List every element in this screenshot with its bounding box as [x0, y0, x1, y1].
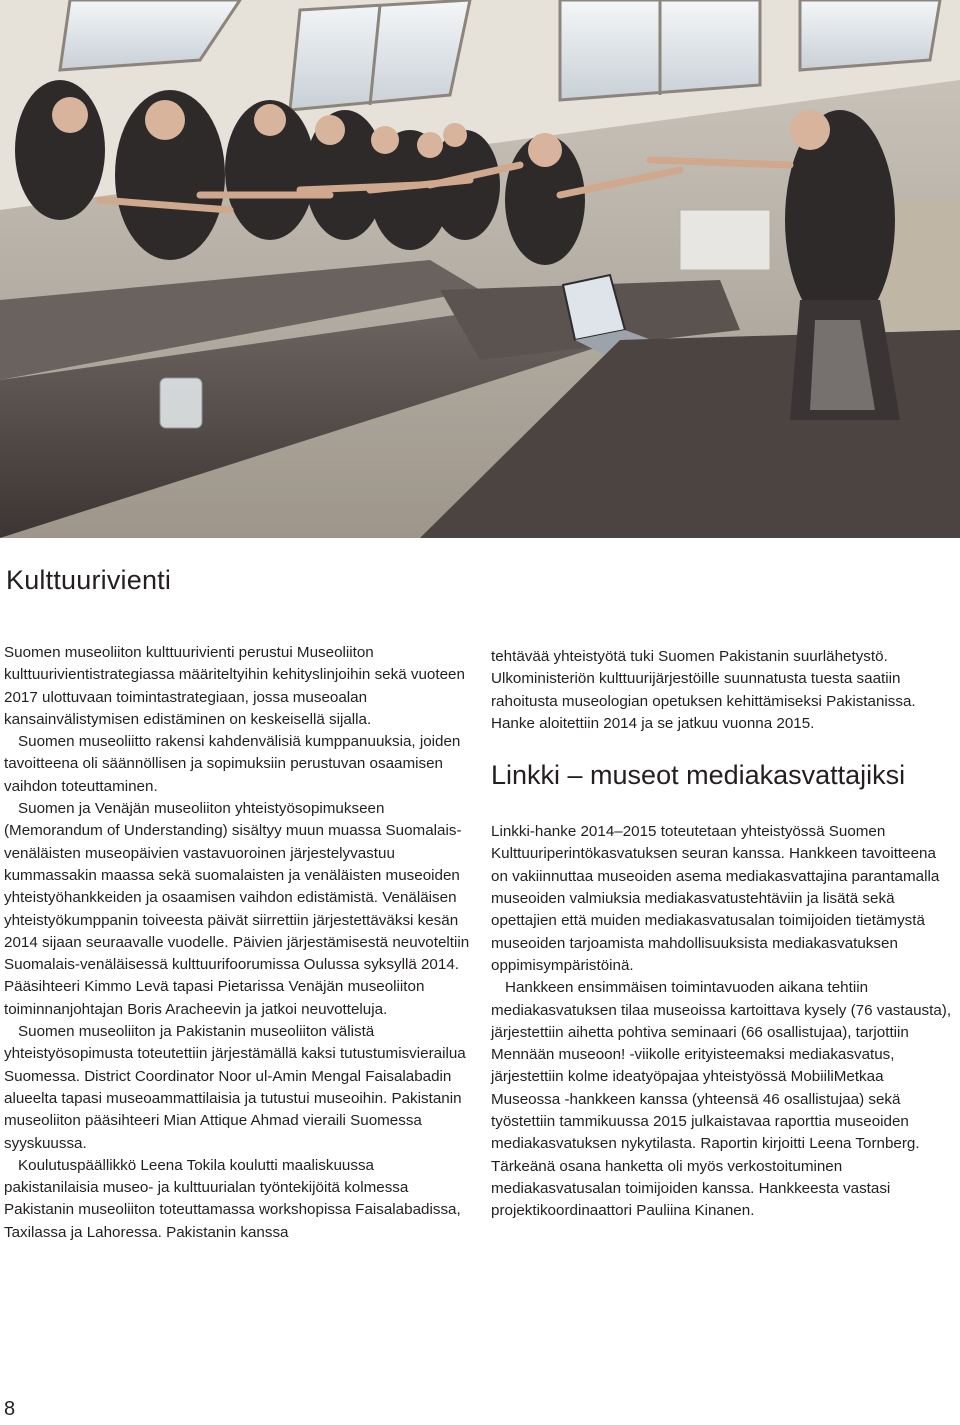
workshop-photo: [0, 0, 960, 538]
right-column: [491, 646, 953, 1223]
paragraph: Hankkeen ensimmäisen toimintavuoden aikana tehtiin mediakasvatuksen tilaa museoissa kartoittava kysely (76 vastausta), järjestettiin aihetta pohtiva seminaari (66 osallistujaa), tarjottiin Mennään museoon! -viikolle erityisteemaksi mediakasvatus, järjestettiin kolme ideatyöpajaa yhteistyössä MobiiliMetkaa Museossa -hankkeen kanssa (yhteensä 46 osallistujaa) sekä työstettiin tammikuussa 2015 julkaistavaa raporttia museoiden mediakasvatuksen nykytilasta. Raportin kirjoitti Leena Tornberg. Tärkeänä osana hanketta oli myös verkostoituminen mediakasvatusalan toimijoiden kanssa. Hankkeesta vastasi projektikoordinaattori Pauliina Kinanen.: [491, 979, 952, 1220]
workshop-photo-icon: [0, 0, 960, 538]
paragraph: Koulutuspäällikkö Leena Tokila koulutti maaliskuussa pakistanilaisia museo- ja kulttuurialan työntekijöitä kolmessa Pakistanin museoliiton toteuttamassa workshopissa Faisalabadissa, Taxilassa ja Lahoressa. Pakistanin kanssa: [4, 1156, 461, 1241]
page-title: Kulttuurivienti: [6, 565, 172, 595]
paragraph-continued: tehtävää yhteistyötä tuki Suomen Pakistanin suurlähetystö. Ulkoministeriön kulttuurijärjestöille suunnatusta tuesta saatiin rahoitusta museologian opetuksen kehittämiseksi Pakistanissa. Hanke aloitettiin 2014 ja se jatkuu vuonna 2015.: [491, 648, 916, 732]
left-column: [4, 642, 470, 1244]
paragraph: Suomen ja Venäjän museoliiton yhteistyösopimukseen (Memorandum of Understanding) sisältyy muun muassa Suomalais-venäläisten museopäivien vastavuoroinen järjestelyvastuu kummassakin maassa sekä suomalaisten ja venäläisten museoiden yhteistyöhankkeiden ja osaamisen vaihdon edistämistä. Venäläisen yhteistyökumppanin toiveesta päivät siirrettiin järjestettäväksi kesän 2014 sijaan seuraavalle vuodelle. Päivien järjestämisestä neuvoteltiin Suomalais-venäläisessä kulttuurifoorumissa Oulussa syksyllä 2014. Pääsihteeri Kimmo Levä tapasi Pietarissa Venäjän museoliiton toiminnanjohtajan Boris Aracheevin ja jatkoi neuvotteluja.: [4, 800, 470, 1018]
page-number: 8: [4, 1398, 16, 1420]
section-subtitle: Linkki – museot mediakasvattajiksi: [491, 760, 906, 791]
paragraph: Suomen museoliitto rakensi kahdenvälisiä kumppanuuksia, joiden tavoitteena oli säännöllisen ja sopimuksiin perustuvan osaamisen vaihdon toteuttaminen.: [4, 733, 461, 795]
paragraph: Suomen museoliiton kulttuurivienti perustui Museoliiton kulttuurivientistrategiassa määriteltyihin kehityslinjoihin sekä vuoteen 2017 ulottuvaan toimintastrategiaan, jossa museoalan kansainvälistymisen edistäminen on keskeisellä sijalla.: [4, 644, 465, 728]
paragraph: Linkki-hanke 2014–2015 toteutetaan yhteistyössä Suomen Kulttuuriperintökasvatuksen seuran kanssa. Hankkeen tavoitteena on vakiinnuttaa museoiden asema mediakasvattajina parantamalla museoiden valmiuksia mediakasvatustehtäviin ja lisätä sekä opettajien että muiden mediakasvatusalan toimijoiden tietämystä museoiden tarjoamista mahdollisuuksista mediakasvatuksen oppimisympäristöinä.: [491, 823, 940, 974]
paragraph: Suomen museoliiton ja Pakistanin museoliiton välistä yhteistyösopimusta toteutettiin järjestämällä kaksi tutustumisvierailua Suomessa. District Coordinator Noor ul-Amin Mengal Faisalabadin alueelta tapasi museoammattilaisia ja tutustui museoihin. Pakistanin museoliiton pääsihteeri Mian Attique Ahmad vieraili Suomessa syyskuussa.: [4, 1023, 466, 1152]
